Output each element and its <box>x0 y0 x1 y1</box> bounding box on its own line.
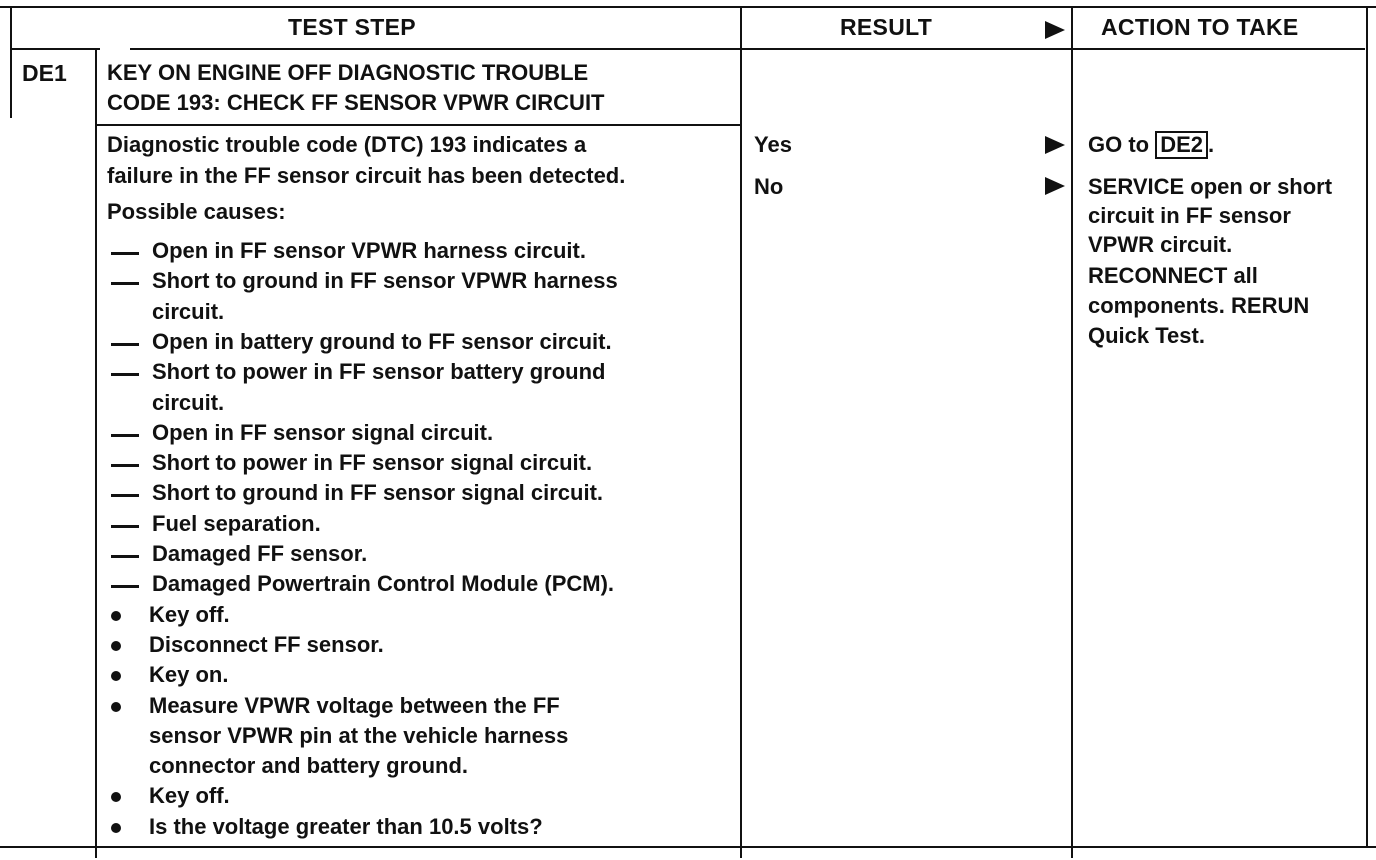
bullet-icon <box>111 611 121 621</box>
cause-dash-icon <box>111 252 139 255</box>
right-border <box>1366 6 1368 848</box>
procedure-item-line: Measure VPWR voltage between the FF <box>149 692 560 718</box>
cause-item-line: Damaged Powertrain Control Module (PCM). <box>152 571 615 597</box>
cause-item-line: Short to ground in FF sensor signal circuit. <box>152 480 604 506</box>
cause-dash-icon <box>111 373 139 376</box>
cause-dash-icon <box>111 494 139 497</box>
cause-item-line: Short to ground in FF sensor VPWR harness <box>152 268 618 294</box>
top-rule <box>0 6 1376 8</box>
action-no-line-4: RECONNECT all <box>1088 263 1258 288</box>
procedure-item-line: Is the voltage greater than 10.5 volts? <box>149 813 543 839</box>
cause-item-line: Open in FF sensor VPWR harness circuit. <box>152 238 586 263</box>
no-arrow-icon <box>1045 177 1065 195</box>
action-yes <box>1088 130 1214 160</box>
step-title-line-2: CODE 193: CHECK FF SENSOR VPWR CIRCUIT <box>107 90 605 115</box>
cause-item-line: Damaged FF sensor. <box>152 541 368 566</box>
cause-dash-icon <box>111 525 139 528</box>
step-code: DE1 <box>22 60 67 86</box>
bullet-icon <box>111 823 121 833</box>
yes-arrow-icon <box>1045 136 1065 154</box>
procedure-item-line: Key on. <box>149 662 229 688</box>
bullet-icon <box>111 671 121 681</box>
code-divider <box>95 48 97 858</box>
action-yes-prefix: GO to <box>1088 132 1150 157</box>
bottom-rule <box>0 846 1376 848</box>
cause-item-line: Short to power in FF sensor battery ground <box>152 359 606 385</box>
step-title-underline <box>96 124 741 126</box>
procedure-item-line: Disconnect FF sensor. <box>149 631 384 657</box>
action-no-line-5: components. RERUN <box>1088 293 1310 318</box>
result-no: No <box>754 174 784 199</box>
cause-item-line: circuit. <box>152 298 225 324</box>
action-no-line-1: SERVICE open or short <box>1088 174 1333 199</box>
cause-item-line: Open in battery ground to FF sensor circuit. <box>152 328 612 354</box>
action-no-line-2: circuit in FF sensor <box>1088 203 1291 228</box>
result-yes: Yes <box>754 132 792 157</box>
action-yes-suffix: . <box>1208 132 1215 157</box>
header-underline-main <box>130 48 1365 50</box>
bullet-icon <box>111 641 121 651</box>
header-action: ACTION TO TAKE <box>1101 14 1299 40</box>
cause-dash-icon <box>111 585 139 588</box>
action-no-line-6: Quick Test. <box>1088 323 1205 348</box>
header-result: RESULT <box>840 14 933 40</box>
step-title-line-1: KEY ON ENGINE OFF DIAGNOSTIC TROUBLE <box>107 60 589 85</box>
cause-item-line: circuit. <box>152 389 225 415</box>
goto-step-link[interactable]: DE2 <box>1155 131 1208 159</box>
test-result-divider <box>740 6 742 858</box>
header-test-step: TEST STEP <box>288 14 416 40</box>
cause-dash-icon <box>111 343 139 346</box>
cause-dash-icon <box>111 434 139 437</box>
description-line-1: Diagnostic trouble code (DTC) 193 indicates a <box>107 132 587 157</box>
description-line-3: Possible causes: <box>107 199 286 224</box>
cause-dash-icon <box>111 555 139 558</box>
header-underline-left <box>12 48 100 50</box>
cause-item-line: Fuel separation. <box>152 510 321 536</box>
header-arrow-icon <box>1045 21 1065 39</box>
cause-dash-icon <box>111 464 139 467</box>
procedure-item-line: sensor VPWR pin at the vehicle harness <box>149 722 569 748</box>
left-border <box>10 6 12 118</box>
bullet-icon <box>111 792 121 802</box>
cause-item-line: Open in FF sensor signal circuit. <box>152 419 494 445</box>
procedure-item-line: connector and battery ground. <box>149 753 469 779</box>
procedure-item-line: Key off. <box>149 601 230 627</box>
bullet-icon <box>111 702 121 712</box>
procedure-item-line: Key off. <box>149 783 230 809</box>
action-no-line-3: VPWR circuit. <box>1088 232 1233 257</box>
cause-item-line: Short to power in FF sensor signal circuit. <box>152 450 593 476</box>
cause-dash-icon <box>111 282 139 285</box>
description-line-2: failure in the FF sensor circuit has been detected. <box>107 163 626 188</box>
result-action-divider <box>1071 6 1073 858</box>
